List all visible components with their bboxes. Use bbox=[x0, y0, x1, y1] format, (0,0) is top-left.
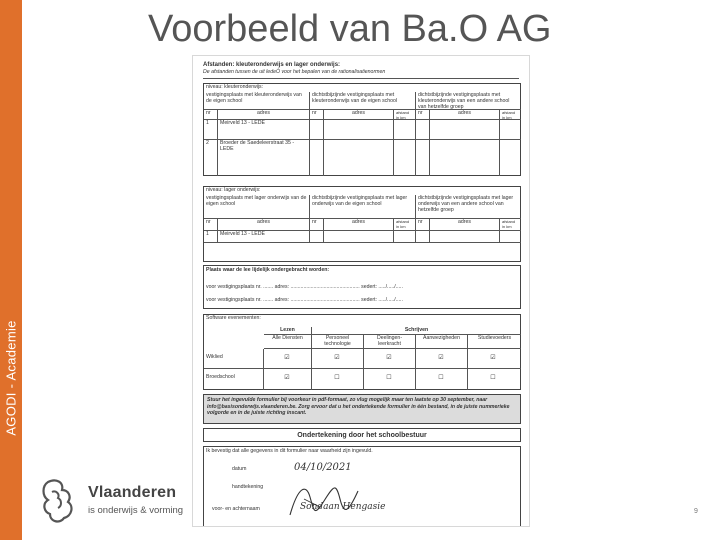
kleuter-col2-header: dichtstbijzijnde vestigingsplaats met kleuteronderwijs van de eigen school bbox=[310, 92, 416, 110]
temporary-location-label: Plaats waar de lee lijdelijk ondergebracht worden: bbox=[206, 267, 330, 273]
naam-value: Sondaan Hengasie bbox=[300, 502, 386, 512]
kleuter-row2-adres: Broeder de Saedeleerstraat 35 - LEDE bbox=[218, 140, 310, 176]
kleuter-label: niveau: kleuteronderwijs: bbox=[206, 84, 264, 90]
software-row-label: Wiklied bbox=[204, 349, 264, 369]
kleuter-adres2-header: adres bbox=[324, 110, 394, 120]
checkbox-mark: ☐ bbox=[490, 375, 496, 381]
logo-name: Vlaanderen bbox=[88, 484, 177, 501]
lager-afstand-header: afstand in km bbox=[394, 219, 416, 231]
software-col-header: Studievoeders bbox=[468, 335, 521, 349]
lager-col3-header: dichtstbijzijnde vestigingsplaats met lager onderwijs van een andere school van hetzelfde groep bbox=[416, 195, 521, 219]
table-cell bbox=[394, 120, 416, 140]
software-col-header: Alle Diensten bbox=[264, 335, 312, 349]
checkbox-mark: ☑ bbox=[386, 355, 392, 361]
table-cell bbox=[416, 120, 430, 140]
kleuter-table bbox=[203, 83, 521, 176]
lager-col1-header: vestigingsplaats met lager onderwijs van de eigen school bbox=[204, 195, 310, 219]
handtekening-label: handtekening bbox=[232, 484, 264, 490]
checkbox-mark: ☑ bbox=[284, 375, 290, 381]
kleuter-nr2-header: nr bbox=[310, 110, 324, 120]
table-cell bbox=[416, 369, 468, 390]
table-cell bbox=[324, 140, 394, 176]
kleuter-adres3-header: adres bbox=[430, 110, 500, 120]
software-col-header: Personeel technologie bbox=[312, 335, 364, 349]
software-col-header: Deelingen-leerkracht bbox=[364, 335, 416, 349]
table-cell bbox=[204, 243, 521, 262]
handwritten-signature-icon bbox=[284, 477, 364, 521]
software-label: Software evenementen: bbox=[206, 315, 261, 321]
lager-nr3-header: nr bbox=[416, 219, 430, 231]
temporary-location-line-1: voor vestigingsplaats nr. ....... adres: ................................................ sedert: ...../...../..... bbox=[206, 284, 403, 290]
lager-adres3-header: adres bbox=[430, 219, 500, 231]
lager-row1-nr: 1 bbox=[204, 231, 218, 243]
table-cell bbox=[364, 349, 416, 369]
kleuter-nr3-header: nr bbox=[416, 110, 430, 120]
side-label-container bbox=[0, 0, 22, 540]
lager-label: niveau: lager onderwijs: bbox=[206, 187, 261, 193]
lager-col2-header: dichtstbijzijnde vestigingsplaats met lager onderwijs van de eigen school bbox=[310, 195, 416, 219]
table-cell bbox=[430, 120, 500, 140]
kleuter-afstand-header: afstand in km bbox=[394, 110, 416, 120]
checkbox-mark: ☑ bbox=[490, 355, 496, 361]
table-cell bbox=[312, 369, 364, 390]
signature-heading: Ondertekening door het schoolbestuur bbox=[203, 428, 521, 442]
checkbox-mark: ☑ bbox=[284, 355, 290, 361]
table-cell bbox=[500, 231, 521, 243]
slide-title: Voorbeeld van Ba.O AG bbox=[148, 8, 552, 50]
kleuter-row1-adres: Meirveld 13 - LEDE bbox=[218, 120, 310, 140]
software-group-lezen: Lezen bbox=[264, 327, 312, 335]
software-group-schrijven: Schrijven bbox=[312, 327, 521, 335]
table-cell bbox=[310, 231, 324, 243]
datum-value: 04/10/2021 bbox=[294, 462, 352, 473]
kleuter-row1-nr: 1 bbox=[204, 120, 218, 140]
logo-subtitle: is onderwijs & vorming bbox=[88, 505, 184, 516]
lager-adres2-header: adres bbox=[324, 219, 394, 231]
vlaanderen-logo bbox=[38, 476, 188, 526]
table-cell bbox=[430, 231, 500, 243]
datum-label: datum bbox=[232, 466, 247, 472]
kleuter-adres-header: adres bbox=[218, 110, 310, 120]
software-col-header: Aanwezigheden bbox=[416, 335, 468, 349]
kleuter-nr-header: nr bbox=[204, 110, 218, 120]
table-cell bbox=[394, 140, 416, 176]
signature-statement: Ik bevestig dat alle gegevens in dit formulier naar waarheid zijn ingevuld. bbox=[206, 448, 373, 454]
kleuter-row2-nr: 2 bbox=[204, 140, 218, 176]
software-table bbox=[203, 314, 521, 390]
checkbox-mark: ☐ bbox=[438, 375, 444, 381]
temporary-location-line-2: voor vestigingsplaats nr. ....... adres: ................................................ sedert: ...../...../..... bbox=[206, 297, 403, 303]
checkbox-mark: ☐ bbox=[386, 375, 392, 381]
table-cell bbox=[310, 120, 324, 140]
form-heading: Afstanden: kleuteronderwijs en lager onderwijs: bbox=[203, 62, 341, 68]
table-cell bbox=[416, 349, 468, 369]
table-cell bbox=[468, 349, 521, 369]
lager-nr2-header: nr bbox=[310, 219, 324, 231]
side-label: AGODI - Academie bbox=[3, 320, 19, 436]
naam-label: voor- en achternaam bbox=[212, 506, 260, 512]
lager-nr-header: nr bbox=[204, 219, 218, 231]
table-cell bbox=[416, 231, 430, 243]
table-cell bbox=[264, 369, 312, 390]
software-row-label: Broedschool bbox=[204, 369, 264, 390]
table-cell bbox=[416, 140, 430, 176]
checkbox-mark: ☑ bbox=[334, 355, 340, 361]
table-cell bbox=[468, 369, 521, 390]
kleuter-col1-header: vestigingsplaats met kleuteronderwijs van de eigen school bbox=[204, 92, 310, 110]
temporary-location-block bbox=[203, 265, 521, 309]
lager-afstand3-header: afstand in km bbox=[500, 219, 521, 231]
divider bbox=[203, 78, 519, 79]
form-subheading: De afstanden tussen de uit ledeÒ voor het bepalen van de rationalisatienormen bbox=[203, 69, 386, 75]
table-cell bbox=[394, 231, 416, 243]
table-cell bbox=[430, 140, 500, 176]
table-cell bbox=[264, 349, 312, 369]
submission-notice: Stuur het ingevulde formulier bij voorkeur in pdf-formaat, zo vlug mogelijk maar ten laatste op 30 september, naar info@basisonderwijs.vlaanderen.be. Zorg ervoor dat u het ondertekende formulier in één bestand, in de juiste nummerieke volgorde en in de juiste richting inscant. bbox=[203, 394, 521, 424]
checkbox-mark: ☐ bbox=[334, 375, 340, 381]
table-cell bbox=[312, 349, 364, 369]
signature-block bbox=[203, 446, 521, 526]
page-number: 9 bbox=[694, 508, 698, 515]
table-cell bbox=[500, 120, 521, 140]
table-cell bbox=[324, 231, 394, 243]
lager-row1-adres: Meirveld 13 - LEDE bbox=[218, 231, 310, 243]
kleuter-col3-header: dichtstbijzijnde vestigingsplaats met kleuteronderwijs van een andere school van hetzelfde groep bbox=[416, 92, 521, 110]
flemish-lion-logo-icon bbox=[38, 478, 78, 524]
lager-adres-header: adres bbox=[218, 219, 310, 231]
table-cell bbox=[310, 140, 324, 176]
lager-table bbox=[203, 186, 521, 262]
table-cell bbox=[500, 140, 521, 176]
table-cell bbox=[324, 120, 394, 140]
scanned-form bbox=[192, 55, 530, 527]
table-cell bbox=[364, 369, 416, 390]
checkbox-mark: ☑ bbox=[438, 355, 444, 361]
kleuter-afstand3-header: afstand in km bbox=[500, 110, 521, 120]
